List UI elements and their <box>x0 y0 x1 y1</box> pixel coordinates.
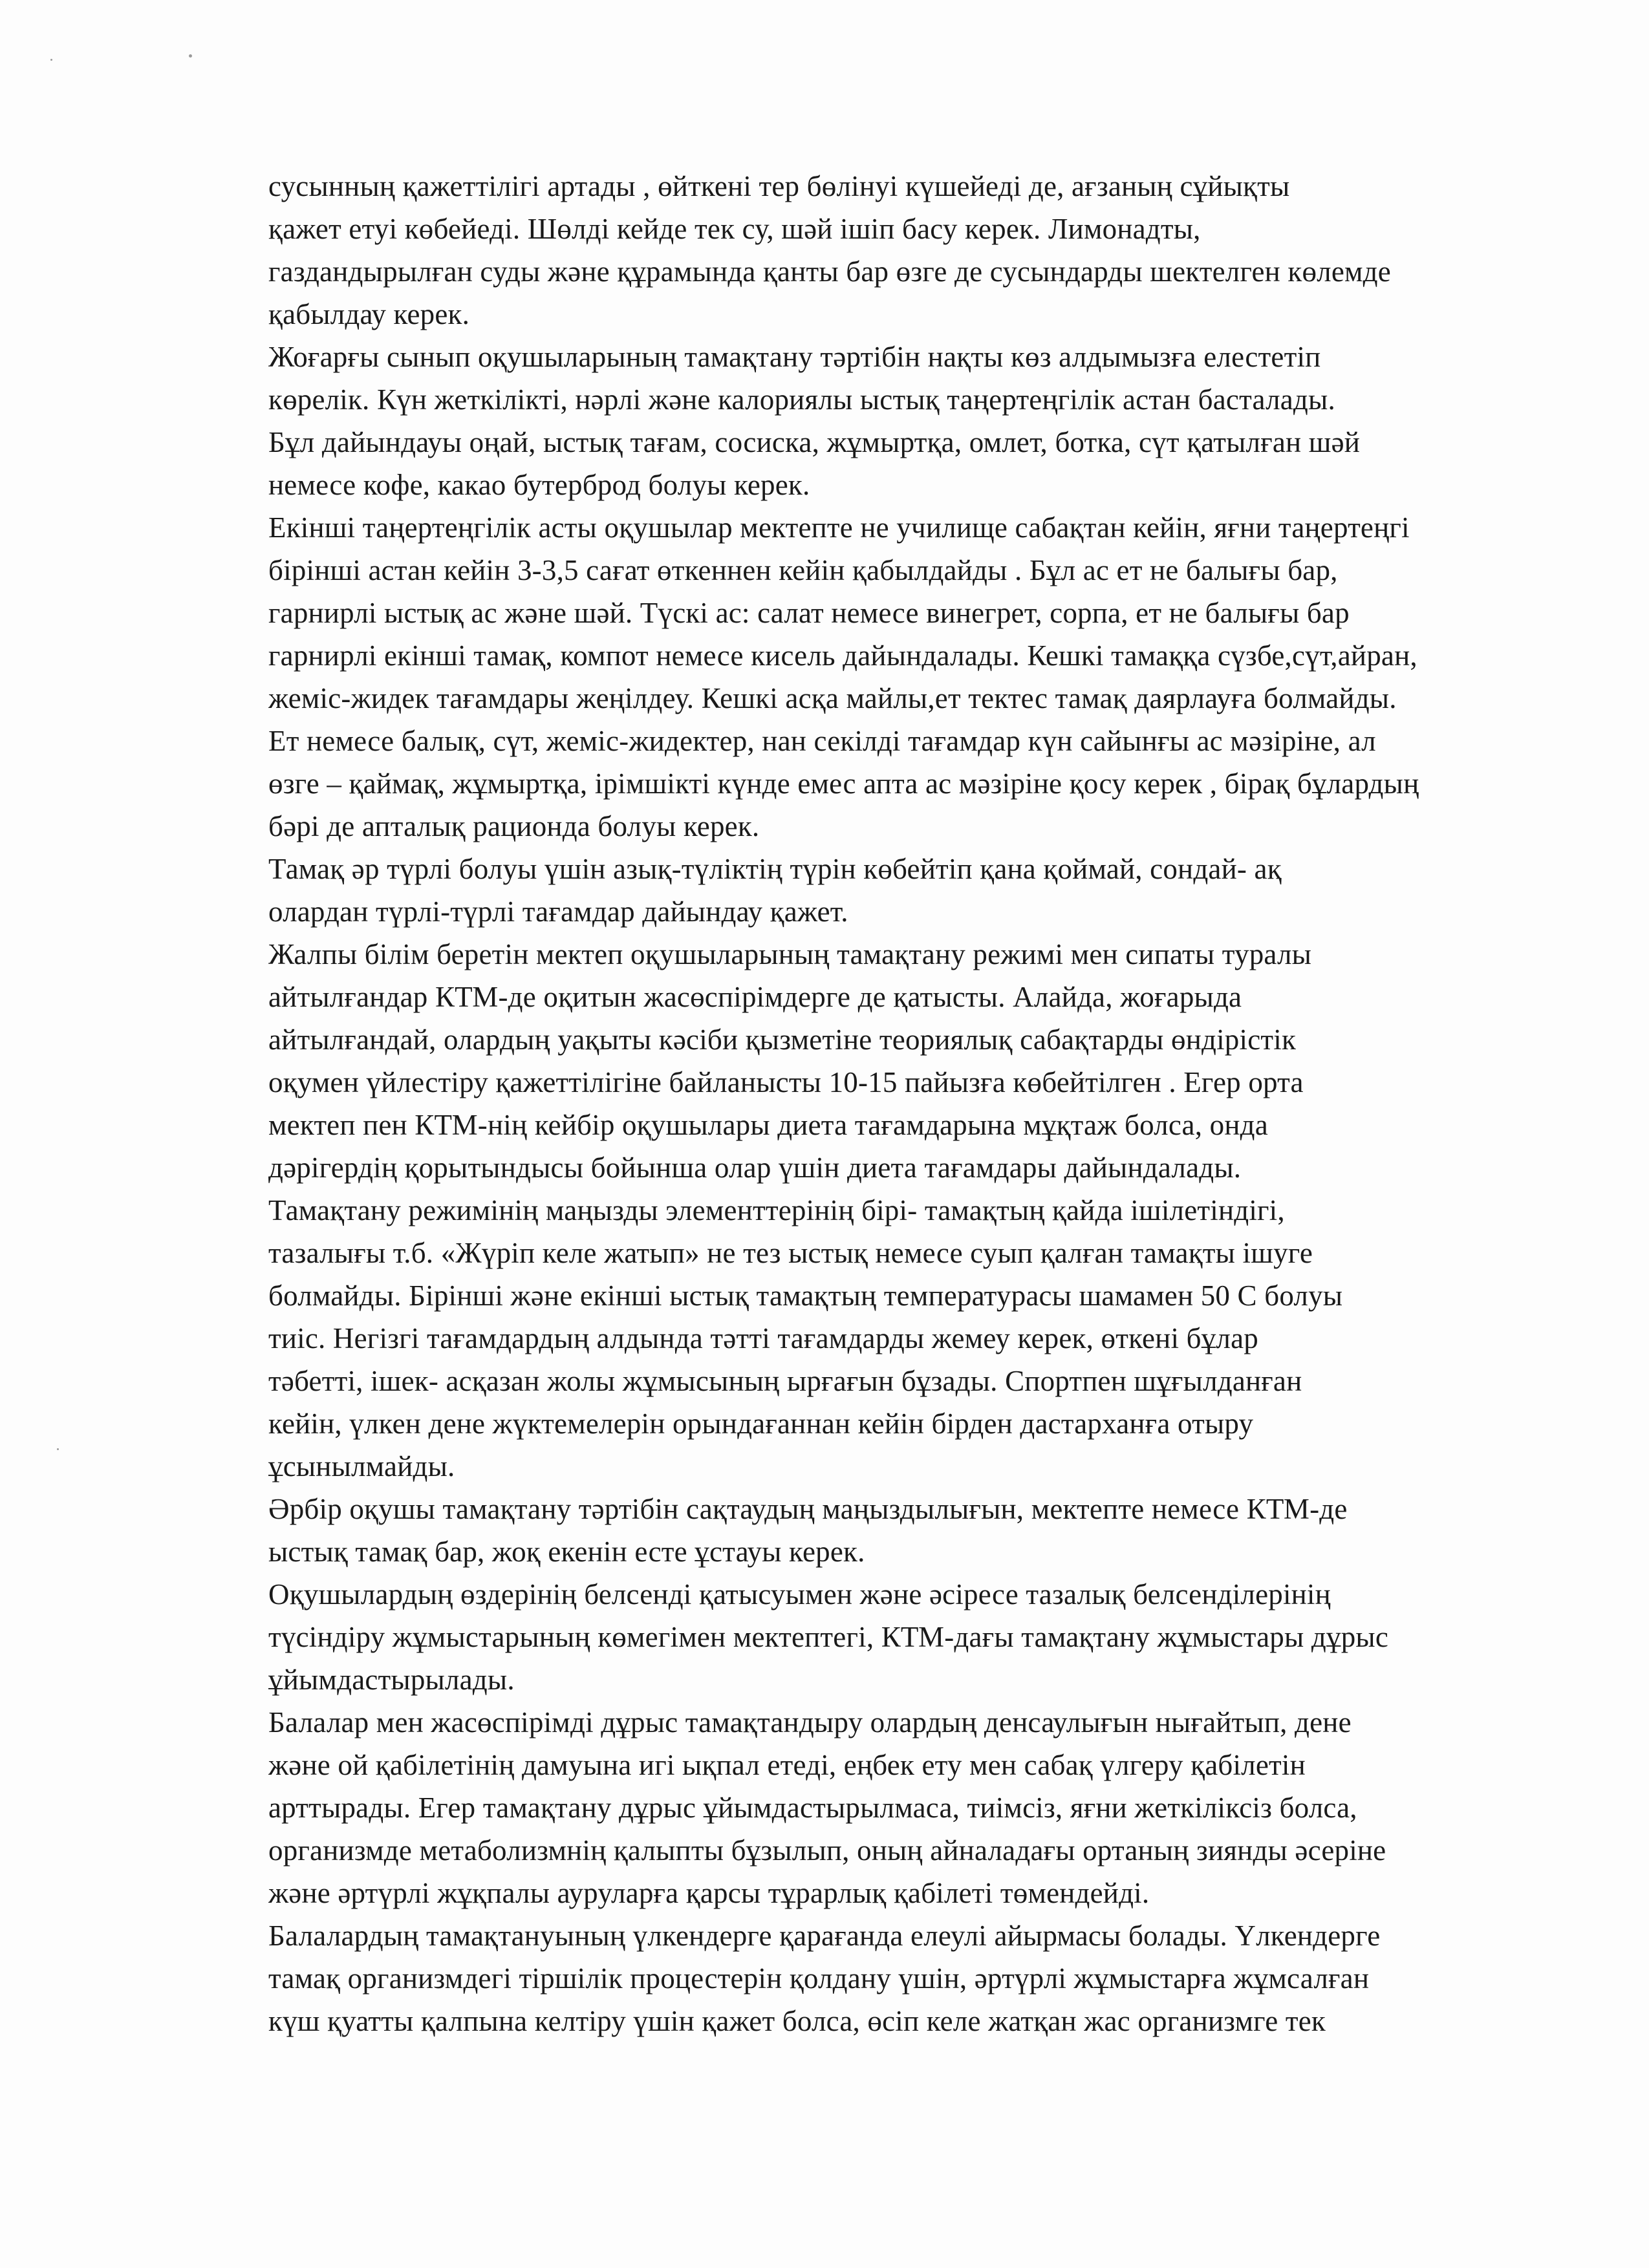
text-line: мектеп пен КТМ-нің кейбір оқушылары диета тағамдарына мұқтаж болса, онда <box>268 1109 1268 1141</box>
scan-speck <box>57 1448 59 1450</box>
text-line: сусынның қажеттілігі артады , өйткені тер бөлінуі күшейеді де, ағзаның сұйықты <box>268 170 1290 202</box>
text-line: тазалығы т.б. «Жүріп келе жатып» не тез ыстық немесе суып қалған тамақты ішуге <box>268 1237 1313 1269</box>
text-line: және ой қабілетінің дамуына игі ықпал етеді, еңбек ету мен сабақ үлгеру қабілетін <box>268 1749 1306 1781</box>
text-line: Тамақтану режимінің маңызды элементтерінің бірі- тамақтың қайда ішілетіндігі, <box>268 1194 1285 1226</box>
text-line: Балалардың тамақтануының үлкендерге қарағанда елеулі айырмасы болады. Үлкендерге <box>268 1920 1381 1952</box>
text-line: Тамақ әр түрлі болуы үшін азық-түліктің түрін көбейтіп қана қоймай, сондай- ақ <box>268 853 1282 885</box>
text-line: өзге – қаймақ, жұмыртқа, ірімшікті күнде емес апта ас мәзіріне қосу керек , бірақ бұлардың <box>268 767 1419 800</box>
text-line: кейін, үлкен дене жүктемелерін орындағаннан кейін бірден дастарханға отыру <box>268 1407 1254 1440</box>
text-line: Бұл дайындауы оңай, ыстық тағам, сосиска, жұмыртқа, омлет, ботка, сүт қатылған шәй <box>268 426 1361 458</box>
text-line: тәбетті, ішек- асқазан жолы жұмысының ырғағын бұзады. Спортпен шұғылданған <box>268 1365 1302 1397</box>
text-line: олардан түрлі-түрлі тағамдар дайындау қажет. <box>268 895 848 928</box>
text-line: дәрігердің қорытындысы бойынша олар үшін диета тағамдары дайындалады. <box>268 1151 1242 1184</box>
text-line: тиіс. Негізгі тағамдардың алдында тәтті тағамдарды жемеу керек, өткені бұлар <box>268 1322 1258 1354</box>
text-line: айтылғандар КТМ-де оқитын жасөспірімдерге де қатысты. Алайда, жоғарыда <box>268 981 1242 1013</box>
text-line: ұйымдастырылады. <box>268 1664 515 1696</box>
text-line: Балалар мен жасөспірімді дұрыс тамақтандыру олардың денсаулығын нығайтып, дене <box>268 1706 1352 1738</box>
text-line: айтылғандай, олардың уақыты кәсіби қызметіне теориялық сабақтарды өндірістік <box>268 1023 1297 1056</box>
text-line: Жалпы білім беретін мектеп оқушыларының тамақтану режимі мен сипаты туралы <box>268 938 1312 970</box>
text-line: газдандырылған суды және құрамында қанты бар өзге де сусындарды шектелген көлемде <box>268 255 1391 288</box>
text-line: гарнирлі екінші тамақ, компот немесе кисель дайындалады. Кешкі тамаққа сүзбе,сүт,айран, <box>268 639 1417 672</box>
text-line: қажет етуі көбейеді. Шөлді кейде тек су, шәй ішіп басу керек. Лимонадты, <box>268 213 1201 245</box>
text-line: Жоғарғы сынып оқушыларының тамақтану тәртібін нақты көз алдымызға елестетіп <box>268 341 1321 373</box>
text-line: болмайды. Бірінші және екінші ыстық тамақтың температурасы шамамен 50 С болуы <box>268 1279 1343 1312</box>
text-line: оқумен үйлестіру қажеттілігіне байланысты 10-15 пайызға көбейтілген . Егер орта <box>268 1066 1304 1098</box>
text-line: ыстық тамақ бар, жоқ екенін есте ұстауы керек. <box>268 1535 865 1568</box>
text-line: арттырады. Егер тамақтану дұрыс ұйымдастырылмаса, тиімсіз, яғни жеткіліксіз болса, <box>268 1792 1357 1824</box>
text-line: күш қуатты қалпына келтіру үшін қажет болса, өсіп келе жатқан жас организмге тек <box>268 2005 1326 2037</box>
text-line: Оқушылардың өздерінің белсенді қатысуымен және әсіресе тазалық белсенділерінің <box>268 1578 1331 1610</box>
text-line: қабылдау керек. <box>268 298 470 330</box>
text-line: немесе кофе, какао бутерброд болуы керек. <box>268 469 810 501</box>
text-line: бәрі де апталық рационда болуы керек. <box>268 810 760 842</box>
text-line: Әрбір оқушы тамақтану тәртібін сақтаудың маңыздылығын, мектепте немесе КТМ-де <box>268 1493 1348 1525</box>
scan-speck <box>50 59 52 61</box>
body-text <box>268 165 1555 2042</box>
text-line: Ет немесе балық, сүт, жеміс-жидектер, нан секілді тағамдар күн сайынғы ас мәзіріне, ал <box>268 725 1376 757</box>
text-line: және әртүрлі жұқпалы ауруларға қарсы тұрарлық қабілеті төмендейді. <box>268 1877 1150 1909</box>
text-line: организмде метаболизмнің қалыпты бұзылып, оның айналадағы ортаның зиянды әсеріне <box>268 1834 1386 1867</box>
text-line: Екінші таңертеңгілік асты оқушылар мектепте не училище сабақтан кейін, яғни таңертеңгі <box>268 511 1410 544</box>
scan-speck <box>189 54 192 58</box>
text-line: ұсынылмайды. <box>268 1450 455 1482</box>
text-line: тамақ организмдегі тіршілік процестерін қолдану үшін, әртүрлі жұмыстарға жұмсалған <box>268 1962 1370 1995</box>
text-line: көрелік. Күн жеткілікті, нәрлі және калориялы ыстық таңертеңгілік астан басталады. <box>268 383 1335 416</box>
text-line: түсіндіру жұмыстарының көмегімен мектептегі, КТМ-дағы тамақтану жұмыстары дұрыс <box>268 1621 1388 1653</box>
text-line: гарнирлі ыстық ас және шәй. Түскі ас: салат немесе винегрет, сорпа, ет не балығы бар <box>268 597 1350 629</box>
text-line: жеміс-жидек тағамдары жеңілдеу. Кешкі асқа майлы,ет тектес тамақ даярлауға болмайды. <box>268 682 1397 714</box>
text-line: бірінші астан кейін 3-3,5 сағат өткеннен кейін қабылдайды . Бұл ас ет не балығы бар, <box>268 554 1338 586</box>
